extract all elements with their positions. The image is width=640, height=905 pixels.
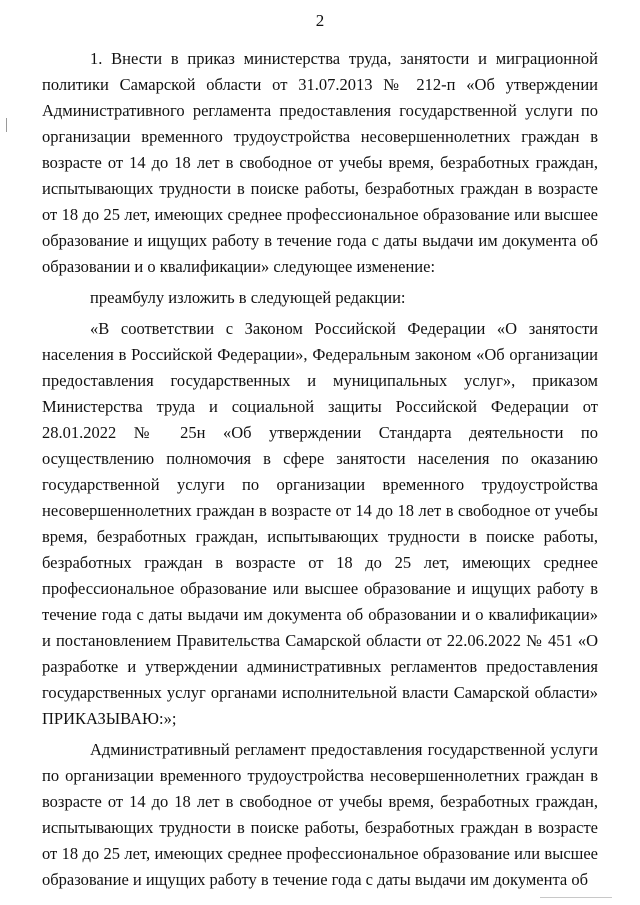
bottom-edge-mark: [540, 897, 612, 898]
paragraph-regulation: Административный регламент предоставления государственной услуги по организации временного трудоустройства несовершеннолетних граждан в возрасте от 14 до 18 лет в свободное от учебы время, безработных граждан, испытывающих трудности в поиске работы, безработных граждан в возрасте от 18 до 25 лет, имеющих среднее профессиональное образование или высшее образование и ищущих работу в течение года с даты выдачи им документа об: [42, 740, 598, 889]
document-body: [42, 46, 598, 893]
page-number: 2: [315, 11, 325, 30]
paragraph-preamble-instruction: преамбулу изложить в следующей редакции:: [90, 288, 406, 307]
paragraph-preamble-text: «В соответствии с Законом Российской Федерации «О занятости населения в Российской Федерации», Федеральным законом «Об организации предоставления государственных и муниципальных услуг», приказом Министерства труда и социальной защиты Российской Федерации от 28.01.2022 № 25н «Об утверждении Стандарта деятельности по осуществлению полномочия в сфере занятости населения по оказанию государственной услуги по организации временного трудоустройства несовершеннолетних граждан в возрасте от 14 до 18 лет в свободное от учебы время, безработных граждан, испытывающих трудности в поиске работы, безработных граждан в возрасте от 18 до 25 лет, имеющих среднее профессиональное образование или высшее образование и ищущих работу в течение года с даты выдачи им документа об образовании и о квалификации» и постановлением Правительства Самарской области от 22.06.2022 № 451 «О разработке и утверждении административных регламентов предоставления государственных услуг органами исполнительной власти Самарской области» ПРИКАЗЫВАЮ:»;: [42, 319, 598, 728]
paragraph-amendment: 1. Внести в приказ министерства труда, занятости и миграционной политики Самарской области от 31.07.2013 № 212-п «Об утверждении Административного регламента предоставления государственной услуги по организации временного трудоустройства несовершеннолетних граждан в возрасте от 14 до 18 лет в свободное от учебы время, безработных граждан, испытывающих трудности в поиске работы, безработных граждан в возрасте от 18 до 25 лет, имеющих среднее профессиональное образование или высшее образование и ищущих работу в течение года с даты выдачи им документа об образовании и о квалификации» следующее изменение:: [42, 49, 598, 276]
margin-mark: [6, 118, 7, 132]
